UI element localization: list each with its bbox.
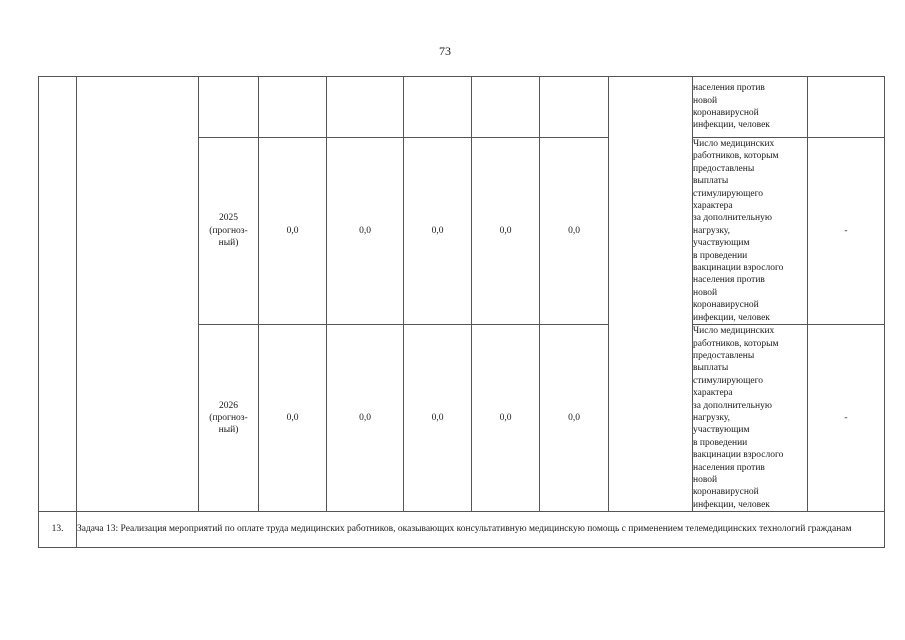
row-number-cell xyxy=(39,77,77,512)
value-cell: 0,0 xyxy=(540,325,609,512)
target-value: - xyxy=(808,325,885,512)
activity-cell xyxy=(77,77,199,512)
year-cell xyxy=(199,325,259,512)
value-cell: 0,0 xyxy=(327,325,404,512)
year-cell xyxy=(199,138,259,325)
value-cell xyxy=(259,77,327,138)
target-value: - xyxy=(808,138,885,325)
executor-cell xyxy=(609,77,693,512)
page-number: 73 xyxy=(439,44,451,58)
value-cell: 0,0 xyxy=(472,138,540,325)
value-cell xyxy=(472,77,540,138)
value-cell: 0,0 xyxy=(540,138,609,325)
year-cell xyxy=(199,77,259,138)
value-cell: 0,0 xyxy=(259,325,327,512)
year-label: 2025 xyxy=(219,213,238,224)
value-cell: 0,0 xyxy=(472,325,540,512)
value-cell: 0,0 xyxy=(259,138,327,325)
value-cell: 0,0 xyxy=(404,138,472,325)
year-label: 2026 xyxy=(219,400,238,411)
forecast-note: (прогноз- ный) xyxy=(209,412,248,436)
target-cell xyxy=(808,77,885,138)
forecast-note: (прогноз- ный) xyxy=(209,225,248,249)
indicator-text: Число медицинских работников, которым предоставлены выплаты стимулирующего характера за дополнительную нагрузку, участвующим в проведении вакцинации взрослого населения против новой коронавирусной инфекции, человек xyxy=(693,325,808,512)
task-description: Задача 13: Реализация мероприятий по оплате труда медицинских работников, оказывающих консультативную медицинскую помощь с применением телемедицинских технологий гражданам xyxy=(77,512,885,548)
program-table xyxy=(38,76,885,548)
indicator-text: Число медицинских работников, которым предоставлены выплаты стимулирующего характера за дополнительную нагрузку, участвующим в проведении вакцинации взрослого населения против новой коронавирусной инфекции, человек xyxy=(693,138,808,325)
value-cell xyxy=(540,77,609,138)
value-cell: 0,0 xyxy=(404,325,472,512)
value-cell: 0,0 xyxy=(327,138,404,325)
task-number: 13. xyxy=(39,512,77,548)
task-row xyxy=(39,512,885,548)
continuation-row xyxy=(39,77,885,138)
value-cell xyxy=(327,77,404,138)
value-cell xyxy=(404,77,472,138)
indicator-text: населения против новой коронавирусной инфекции, человек xyxy=(693,77,808,138)
